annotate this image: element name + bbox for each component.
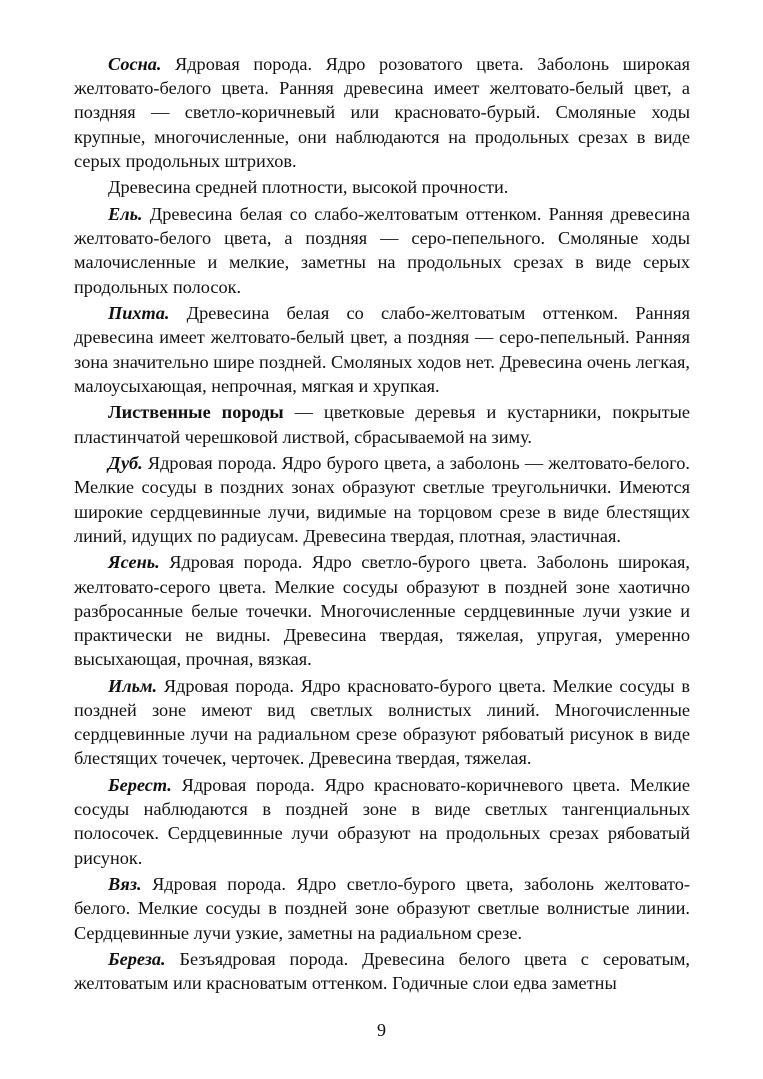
paragraph-sosna: [74, 52, 690, 173]
paragraph-text: Ядровая порода. Ядро красновато-бурого цвета. Мелкие сосуды в поздней зоне имеют вид светлых волнистых линий. Многочисленные сердцевинные лучи на радиальном срезе образуют рябоватый рисунок в виде блестящих точечек, черточек. Древесина твердая, тяжелая.: [74, 675, 690, 769]
term-berest: Берест.: [108, 775, 172, 796]
paragraph-text: Древесина средней плотности, высокой прочности.: [108, 177, 509, 198]
paragraph-text: Ядровая порода. Ядро красновато-коричневого цвета. Мелкие сосуды наблюдаются в поздней зоне в виде светлых тангенциальных полосочек. Сердцевинные лучи образуют на продольных срезах рябоватый рисунок.: [74, 775, 690, 868]
paragraph-text: Ядровая порода. Ядро светло-бурого цвета, заболонь желтовато-белого. Мелкие сосуды в поздней зоне образуют светлые волнистые линии. Сердцевинные лучи узкие, заметны на радиальном срезе.: [74, 874, 690, 943]
term-yasen: Ясень.: [108, 552, 160, 573]
paragraph-el: [74, 202, 690, 299]
paragraph-deciduous: [74, 400, 690, 448]
paragraph-text: Ядровая порода. Ядро светло-бурого цвета. Заболонь широкая, желтовато-серого цвета. Мелкие сосуды образуют в поздней зоне хаотично разбросанные белые точечки. Многочисленные сердцевинные лучи узкие и практически не видны. Древесина твердая, тяжелая, упругая, умеренно высыхающая, прочная, вязкая.: [74, 552, 690, 670]
paragraph-dub: [74, 451, 690, 548]
paragraph-vyaz: [74, 872, 690, 945]
term-deciduous: Лиственные породы: [108, 402, 284, 423]
paragraph-ilm: [74, 674, 690, 771]
paragraph-text: Ядровая порода. Ядро бурого цвета, а заболонь — желтовато-белого. Мелкие сосуды в поздних зонах образуют светлые треугольнички. Имеются широкие сердцевинные лучи, видимые на торцовом срезе в виде блестящих линий, идущих по радиусам. Древесина твердая, плотная, эластичная.: [74, 453, 690, 546]
term-sosna: Сосна.: [108, 54, 162, 74]
page-number: 9: [377, 1020, 386, 1040]
term-pikhta: Пихта.: [108, 303, 170, 324]
paragraph-text: Древесина белая со слабо-желтоватым оттенком. Ранняя древесина имеет желтовато-белый цвет, а поздняя — серо-пепельный. Ранняя зона значительно шире поздней. Смоляных ходов нет. Древесина очень легкая, малоусыхающая, непрочная, мягкая и хрупкая.: [74, 303, 690, 396]
term-bereza: Береза.: [108, 949, 166, 970]
paragraph-text: Безъядровая порода. Древесина белого цвета с сероватым, желтоватым или красноватым оттенком. Годичные слои едва заметны: [74, 949, 690, 994]
term-el: Ель.: [108, 204, 143, 224]
paragraph-sosna-density: [74, 175, 690, 199]
term-ilm: Ильм.: [108, 675, 158, 696]
paragraph-text: Древесина белая со слабо-желтоватым оттенком. Ранняя древесина желтовато-белого цвета, а поздняя — серо-пепельного. Смоляные ходы малочисленные и мелкие, заметны на продольных срезах в виде серых продольных полосок.: [74, 204, 690, 297]
paragraph-text: Ядровая порода. Ядро розоватого цвета. Заболонь широкая желтовато-белого цвета. Ранняя древесина имеет желтовато-белый цвет, а поздняя — светло-коричневый или красновато-бурый. Смоляные ходы крупные, многочисленные, они наблюдаются на продольных срезах в виде серых продольных штрихов.: [74, 54, 690, 171]
paragraph-text: — цветковые деревья и кустарники, покрытые пластинчатой черешковой листвой, сбрасываемой на зиму.: [74, 402, 690, 447]
term-dub: Дуб.: [108, 453, 143, 474]
paragraph-yasen: [74, 550, 690, 671]
paragraph-berest: [74, 773, 690, 870]
paragraph-bereza: [74, 947, 690, 995]
page-body: [74, 52, 690, 996]
term-vyaz: Вяз.: [108, 874, 142, 895]
paragraph-pikhta: [74, 301, 690, 398]
